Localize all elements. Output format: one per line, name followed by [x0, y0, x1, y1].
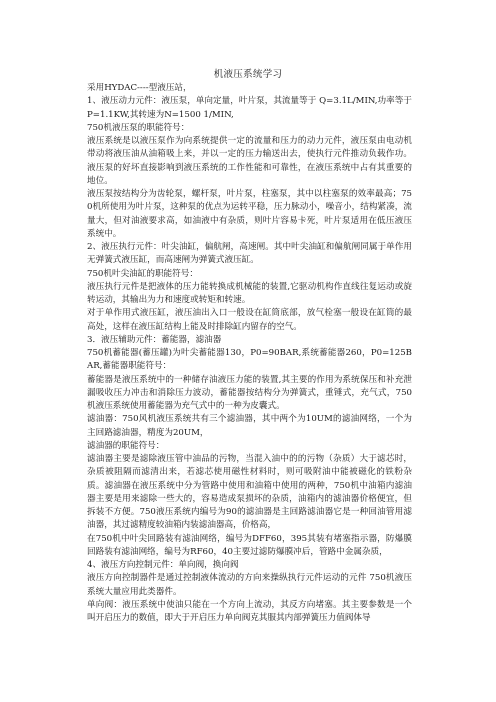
paragraph: 在750机中叶尖回路装有滤油网络，编号为DFF60，395其装有堵塞指示器，防爆膜回路装有滤油网络，编号为RF60，40主要过滤防爆膜冲后，管路中金属杂质，: [87, 533, 412, 557]
document-title: 机液压系统学习: [213, 69, 283, 80]
paragraph: 液压系统是以液压泵作为向系统提供一定的流量和压力的动力元件，液压泵由电动机带动将液压油从油箱吸上来，并以一定的压力输送出去，使执行元件推动负载作功。液压泵的好坏直接影响到液压系统的工作性能和可靠性，在液压系统中占有其重要的地位。: [87, 136, 412, 186]
paragraph: 液压泵按结构分为齿轮泵，螺杆泵，叶片泵，柱塞泵，其中以柱塞泵的效率最高；750机所使用为叶片泵，这种泵的优点为运转平稳，压力脉动小，噪音小，结构紧凑，流量大，但对油液要求高，如油液中有杂质，则叶片容易卡死，叶片泵适用在低压液压系统中。: [87, 189, 412, 239]
paragraph: 采用HYDAC----型液压站，: [87, 83, 192, 93]
paragraph: 液压方向控制器件是通过控制液体流动的方向来操纵执行元件运动的元件 750机液压系统大量应用此类器件。: [87, 573, 412, 597]
paragraph: 4、液压方向控制元件：单向阀，换向阀: [87, 560, 239, 570]
paragraph: 液压执行元件是把液体的压力能转换成机械能的装置,它驱动机构作直线往复运动或旋转运动，其输出为力和速度或转矩和转速。: [87, 281, 412, 305]
paragraph: 1、液压动力元件：液压泵，单向定量，叶片泵，其流量等于 Q=3.1L/MIN,功率等于P=1.1KW,其转速为N=1500 1/MIN,: [87, 96, 412, 120]
paragraph: 滤油器的职能符号：: [87, 440, 165, 451]
paragraph: 蓄能器是液压系统中的一种储存油液压力能的装置,其主要的作用为系统保压和补充泄漏吸收压力冲击和消除压力波动，蓄能器按结构分为弹簧式，重锤式，充气式，750机液压系统使用蓄能器为充气式中的一种为皮囊式。: [87, 374, 412, 411]
paragraph: 单向阀：液压系统中使油只能在一个方向上流动，其反方向堵塞。其主要参数是一个叫开启压力的数值，即大于开启压力单向阀克其服其内部弹簧压力值阀体导: [87, 599, 412, 623]
paragraph: 滤油器主要是滤除液压管中油品的污物，当混入油中的的污物（杂质）大于滤芯时，杂质被阻隔而滤清出来，若滤芯使用磁性材料时，则可吸附油中能被磁化的铁粉杂质。滤油器在液压系统中分为管路中使用和油箱中使用的两种，750机中油箱内滤油器主要是用来滤除一些大的，容易造成泵损坏的杂质，油箱内的滤油器价格便宜，但拆装不方便。750液压系统内编号为90的滤油器是主回路滤油器它是一种回油管用滤油器，其过滤精度较油箱内装滤油器高，价格高，: [87, 454, 412, 531]
paragraph: 2、液压执行元件：叶尖油缸，偏航闸，高速闸。其中叶尖油缸和偏航闸同属于单作用无弹簧式液压缸，而高速闸为弹簧式液压缸。: [87, 242, 412, 266]
paragraph: 3．液压辅助元件：蓄能器，滤油器: [87, 334, 222, 345]
document-body: [87, 82, 412, 625]
paragraph: 750机蓄能器(蓄压罐)为叶尖蓄能器130，P0=90BAR,系统蓄能器260，P0=125BAR,蓄能器职能符号：: [87, 348, 412, 372]
paragraph: 滤油器：750风机液压系统共有三个滤油器，其中两个为10UM的滤油网络，一个为主回路滤油器，精度为20UM，: [87, 414, 412, 438]
paragraph: 750机叶尖油缸的职能符号：: [87, 268, 198, 279]
paragraph: 对于单作用式液压缸，液压油出入口一般设在缸筒底部，放气栓塞一般设在缸筒的最高处，这样在液压缸结构上能及时排除缸内留存的空气。: [87, 308, 412, 332]
paragraph: 750机液压泵的职能符号：: [87, 122, 190, 133]
